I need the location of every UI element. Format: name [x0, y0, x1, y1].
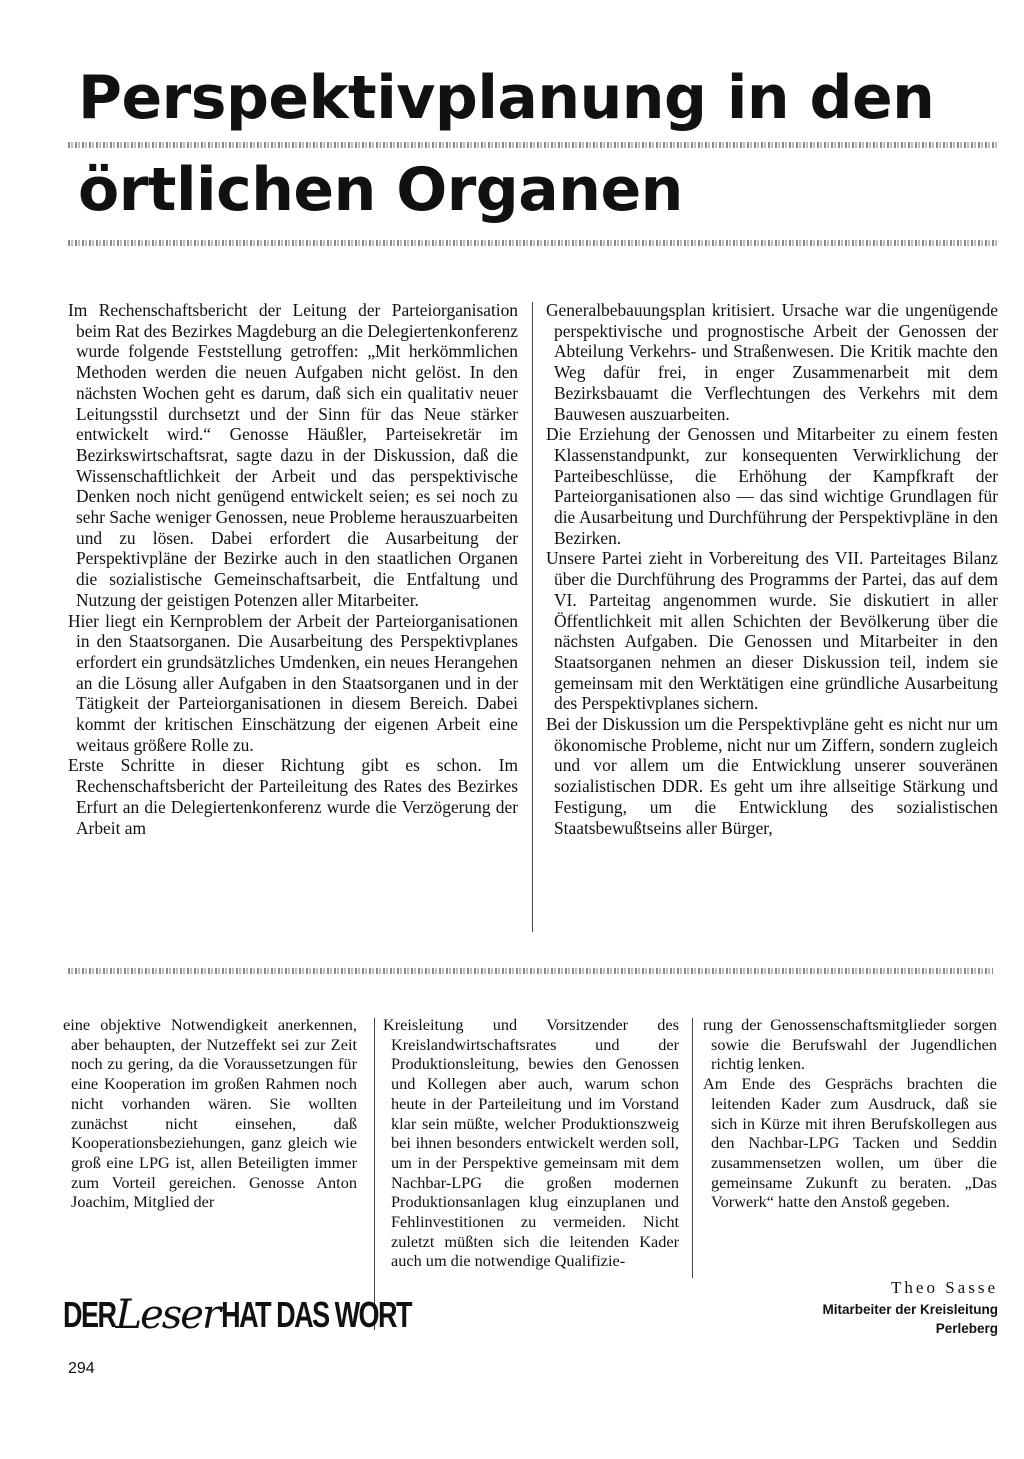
paragraph: rung der Genossenschaftsmitglieder sorgen sowie die Berufswahl der Jugendlichen richtig lenken. — [703, 1015, 997, 1074]
headline-rule-1 — [68, 142, 998, 148]
article-left-column — [68, 300, 518, 838]
headline-line-2: örtlichen Organen — [78, 155, 683, 225]
column-logo — [63, 1290, 412, 1340]
logo-leser-script: Leser — [115, 1292, 220, 1338]
paragraph: Im Rechenschaftsbericht der Leitung der Parteiorganisation beim Rat des Bezirkes Magdeburg an die Delegiertenkonferenz wurde folgende Feststellung getroffen: „Mit herkömmlichen Methoden werden die neuen Aufgaben nicht gelöst. In den nächsten Wochen geht es darum, daß sich ein qualitativ neuer Leitungsstil durchsetzt und der Sinn für das Neue stärker entwickelt wird.“ Genosse Häußler, Parteisekretär im Bezirkswirtschaftsrat, sagte dazu in der Diskussion, daß die Wissenschaftlichkeit der Arbeit und das perspektivische Denken noch nicht genügend entwickelt seien; es sei noch zu sehr Sache weniger Genossen, neue Probleme herauszuarbeiten und zu lösen. Dabei erfordert die Ausarbeitung der Perspektivpläne der Bezirke auch in den staatlichen Organen die sozialistische Gemeinschaftsarbeit, die Entfaltung und Nutzung der geistigen Potenzen aller Mitarbeiter. — [68, 300, 518, 610]
logo-der: DER — [63, 1294, 116, 1335]
column-divider — [374, 1018, 375, 1330]
reader-column-2 — [383, 1015, 679, 1271]
author-role-line-1: Mitarbeiter der Kreisleitung — [822, 1302, 998, 1317]
paragraph: Am Ende des Gesprächs brachten die leitenden Kader zum Ausdruck, daß sie sich in Kürze mit ihren Berufskollegen aus den Nachbar-LPG Tacken und Seddin zusammensetzen wollen, um über die gemeinsame Zukunft zu beraten. „Das Vorwerk“ hatte den Anstoß gegeben. — [703, 1074, 997, 1212]
column-divider — [692, 1018, 693, 1278]
paragraph: Kreisleitung und Vorsitzender des Kreislandwirtschaftsrates und der Produktionsleitung, bewies den Genossen und Kollegen aber auch, warum schon heute in der Parteileitung und im Vorstand klar sein müßte, welcher Produktionszweig bei ihnen besonders entwickelt werden soll, um in der Perspektive gemeinsam mit dem Nachbar-LPG die großen modernen Produktionsanlagen klug einzuplanen und Fehlinvestitionen zu vermeiden. Nicht zuletzt müßten sich die leitenden Kader auch um die notwendige Qualifizie- — [383, 1015, 679, 1271]
paragraph: Hier liegt ein Kernproblem der Arbeit der Parteiorganisationen in den Staatsorganen. Die Ausarbeitung des Perspektivplanes erfordert ein grundsätzliches Umdenken, ein neues Herangehen an die Lösung aller Aufgaben in den Staatsorganen und in der Tätigkeit der Parteiorganisationen in diesem Bereich. Dabei kommt der kritischen Einschätzung der eigenen Arbeit eine weitaus größere Rolle zu. — [68, 610, 518, 755]
paragraph: Bei der Diskussion um die Perspektivpläne geht es nicht nur um ökonomische Probleme, nicht nur um Ziffern, sondern zugleich und vor allem um die Entwicklung unserer souveränen sozialistischen DDR. Es geht um ihre allseitige Stärkung und Festigung, um die Entwicklung des sozialistischen Staatsbewußtseins aller Bürger, — [546, 714, 998, 838]
author-role — [700, 1300, 998, 1338]
author-role-line-2: Perleberg — [935, 1321, 998, 1336]
paragraph: Generalbebauungsplan kritisiert. Ursache war die ungenügende perspektivische und prognostische Arbeit der Genossen der Abteilung Verkehrs- und Straßenwesen. Die Kritik machte den Weg dafür frei, in enger Zusammenarbeit mit dem Bezirksbauamt die Verflechtungen des Verkehrs mit dem Bauwesen auszuarbeiten. — [546, 300, 998, 424]
article-right-column — [546, 300, 998, 838]
paragraph: Erste Schritte in dieser Richtung gibt es schon. Im Rechenschaftsbericht der Parteileitung des Rates des Bezirkes Erfurt an die Delegiertenkonferenz wurde die Verzögerung der Arbeit am — [68, 755, 518, 838]
reader-column-3 — [703, 1015, 997, 1212]
section-divider — [68, 968, 993, 974]
author-name: Theo Sasse — [891, 1278, 998, 1297]
paragraph: Die Erziehung der Genossen und Mitarbeiter zu einem festen Klassenstandpunkt, zur konsequenten Verwirklichung der Parteibeschlüsse, die Erhöhung der Kampfkraft der Parteiorganisationen also — das sind wichtige Grundlagen für die Ausarbeitung und Durchführung der Perspektivpläne in den Bezirken. — [546, 424, 998, 548]
headline-rule-2 — [68, 240, 998, 246]
page-number: 294 — [68, 1360, 95, 1377]
reader-column-1 — [63, 1015, 357, 1212]
column-divider — [532, 302, 533, 932]
headline-line-1: Perspektivplanung in den — [78, 63, 935, 133]
logo-hat-das-wort: HAT DAS WORT — [221, 1294, 412, 1335]
paragraph: Unsere Partei zieht in Vorbereitung des VII. Parteitages Bilanz über die Durchführung des Programms der Partei, das auf dem VI. Parteitag angenommen wurde. Sie diskutiert in aller Öffentlichkeit mit allen Schichten der Bevölkerung über die nächsten Aufgaben. Die Genossen und Mitarbeiter in den Staatsorganen nehmen an dieser Diskussion teil, indem sie gemeinsam mit den Werktätigen eine gründliche Ausarbeitung des Perspektivplanes sichern. — [546, 548, 998, 714]
paragraph: eine objektive Notwendigkeit anerkennen, aber behaupten, der Nutzeffekt sei zur Zeit noch zu gering, da die Voraussetzungen für eine Kooperation im großen Rahmen noch nicht vorhanden wären. Sie wollten zunächst nicht einsehen, daß Kooperationsbeziehungen, ganz gleich wie groß eine LPG ist, allen Beteiligten immer zum Vorteil gereichen. Genosse Anton Joachim, Mitglied der — [63, 1015, 357, 1212]
